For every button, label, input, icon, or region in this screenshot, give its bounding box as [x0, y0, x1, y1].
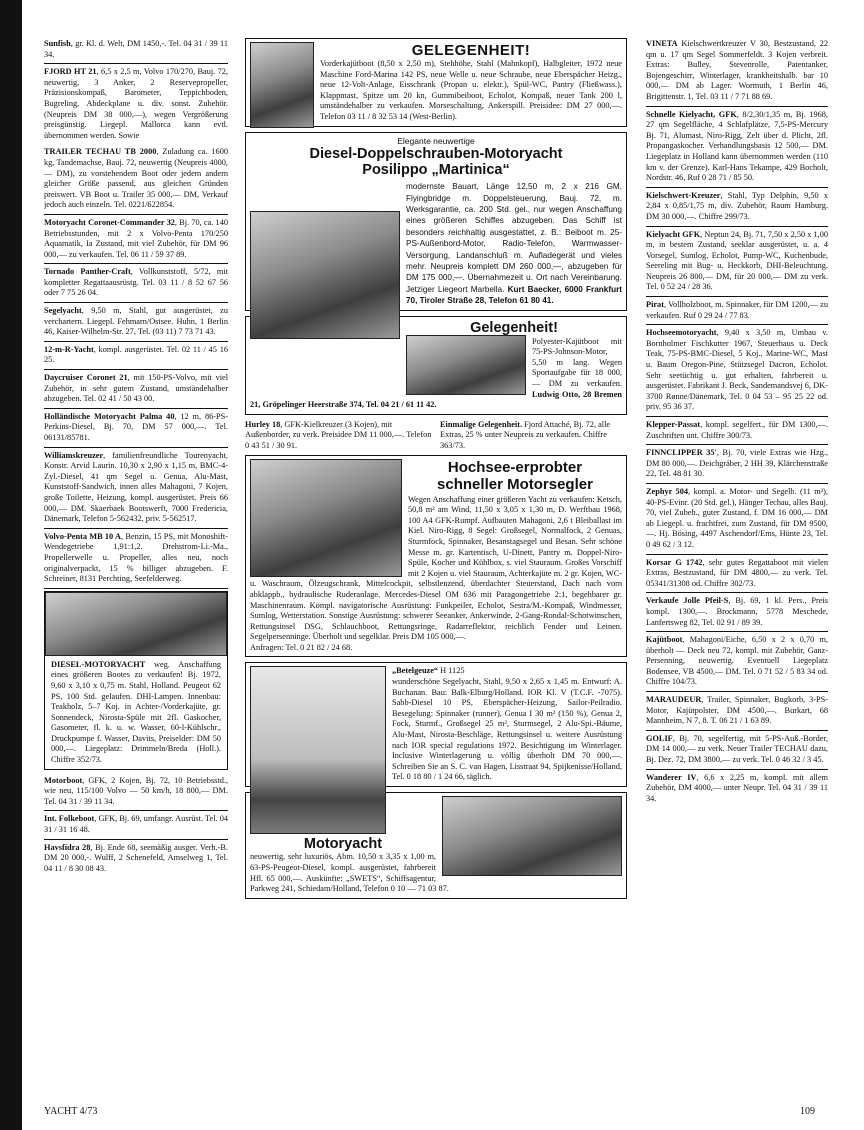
ad-zephyr-504: Zephyr 504, kompl. a. Motor- und Segelb. (11 m²), 40-PS-Evinr. (20 Std. gel.), Hänger Techau, alles Bauj. 70, viel Zubeh., guter Zustand, f. DM 16 000,— DM ab Liegepl. u. frachtfrei, zum Zustand, für DM 9500,—. Hj. Bösing, 4497 Aschendorf/Ems, Hünte 23, Tel. 0 49 62 / 3 12.	[646, 486, 828, 555]
photo-betelgeuze-sailboat	[250, 666, 386, 834]
ad-havsfidra-28: Havsfidra 28, Bj. Ende 68, seemäßig ausger. Verh.-B. DM 20 000,-. Wulff, 2 Schenefeld, Amselweg 1, Tel. 04 11 / 8 30 08 43.	[44, 842, 228, 873]
ad-12m-r-yacht: 12-m-R-Yacht, kompl. ausgerüstet. Tel. 02 11 / 45 16 25.	[44, 344, 228, 370]
footer-magazine-issue: YACHT 4/73	[44, 1106, 98, 1117]
photo-polyester-kajuetboot	[406, 335, 526, 395]
ad-posilippo-martinica: Elegante neuwertige Diesel-Doppelschrauben-Motoryacht Posilippo „Martinica“ modernste Bauart, Länge 12,50 m, 2 x 216 GM, Flyingbridge m. Doppelsteuerung, Bauj. 72, m. Werksgarantie, ca. 200 Std. gel., nur wegen Anschaffung eines größeren Schiffes abzugeben. Das Schiff ist besonders reichhaltig ausgestattet, z. B.: Beiboot m. 25-PS-Außenbord-Motor, Radio-Telefon, Warmwasser-Versorgung, Landanschluß m. Aufladegerät und vieles mehr. Neupreis komplett DM 260 000,—, abzugeben für DM 175 000,—. Übernahmezeit u. Ort nach Vereinbarung. Jetziger Liegeort Marbella. Kurt Baecker, 6000 Frankfurt 70, Tiroler Straße 28, Telefon 61 80 41.	[245, 132, 627, 311]
ad-headline: GELEGENHEIT!	[411, 42, 531, 59]
ad-maraudeur: MARAUDEUR, Trailer, Spinnaker, Bugkorb, 3-PS-Motor, Kajütpolster, DM 4500,—. Burkart, 68 Mannheim, N 7, 8. T. 06 21 / 1 63 89.	[646, 694, 828, 731]
ad-motorboot-gfk: Motorboot, GFK, 2 Kojen, Bj. 72, 10 Betriebsstd., wie neu, 115/100 Volvo — 50 km/h, 18 800,— DM. Tel. 04 31 / 39 11 34.	[44, 775, 228, 812]
ad-wanderer-iv: Wanderer IV, 6,6 x 2,25 m, kompl. mit allem Zubehör, DM 4000,— unter Neupr. Tel. 04 31 / 39 11 34.	[646, 772, 828, 803]
ad-headline: Diesel-Doppelschrauben-Motoryacht	[309, 146, 563, 163]
ad-headline: Motoryacht	[303, 836, 383, 853]
ad-fjord-ht-21: FJORD HT 21, 6,5 x 2,5 m, Volvo 170/270, Bauj. 72, neuwertig, 3 Anker, 2 Reservepropeller, Präzisionskompaß, Barometer, Teppichboden, Bugreling, Abdeckplane u. div. sonst. Zubehör. (Neupreis DM 38 000,—), wegen Vergrößerung preisgünstig. Liegepl. Mallorca kann evtl. übernommen werden. Sowie	[44, 67, 228, 140]
ad-hurley-18: Hurley 18, GFK-Kielkreuzer (3 Kojen), mit Außenborder, zu verk. Preisidee DM 11 000,—. Telefon 0 43 51 / 30 91.	[245, 419, 432, 450]
ad-kajuetboot-mahagoni: Kajütboot, Mahagoni/Eiche, 6,50 x 2 x 0,70 m, überholt — Deck neu 72, kompl. mit Zubehör, Ganz-Persenning, neuwertig. Eventuell Liegeplatz Bodensee, VB 4500,— DM. Tel. 0 71 52 / 5 83 34 od. Chiffre 104/73.	[646, 634, 828, 692]
ad-headline-sub: schneller Motorsegler	[437, 475, 593, 493]
ad-williamskreuzer: Williamskreuzer, familienfreundliche Tourenyacht, Konstr. Arvid Laurin. 10,30 x 2,90 x 1,15 m, BMC-4-Zyl.-Diesel, 41 qm Segel u. Genua, Alu-Mast, Kunststoff-Sandwich, innen alles Mahagoni, 7 Kojen, große Toilette, Heizung, kompl. ausgerüstet. Preis 66 000,— DM. Skaerbaek Bootswerft, 7000 Fredericia, Dänemark, Telefon 5-562432, priv. 5-562517.	[44, 450, 228, 529]
ad-sunfish: Sunfish, gr. Kl. d. Welt, DM 1450,-. Tel. 04 31 / 39 11 34.	[44, 38, 228, 64]
ad-hochseemotoryacht: Hochseemotoryacht, 9,40 x 3,50 m, Umbau v. Bornholmer Fischkutter 1967, Steuerhaus u. Deck Teak, 75-PS-BMC-Diesel, 5 Koj., Marine-WC, Mast u. Baum Oregon-Pine, Stützsegel Dacron, Echolot. Sehr seetüchtig u. gut erhalten, fahrbereit u. ausgerüstet. Fabrikant J. Beck, Sandemandsvej 6, DK-3700 Rønne/Dänemark, Tel. 0 04 53 – 95 25 22 od. priv. 95 36 37.	[646, 327, 828, 417]
page-edge-scan-shadow	[0, 0, 22, 1130]
ad-segelyacht: Segelyacht, 9,50 m, Stahl, gut ausgerüstet, zu verchartern. Liegepl. Fehmarn/Ostsee. Huhn, 1 Berlin 46, Kaiser-Wilhelm-Str. 27, Tel. (03 11) 7 73 71 43.	[44, 305, 228, 342]
photo-vorderkajuetboot	[250, 42, 314, 128]
photo-motoryacht	[442, 796, 622, 876]
classifieds-column-left	[44, 38, 228, 1108]
ad-diesel-motoryacht: DIESEL-MOTORYACHT weg. Anschaffung eines größeren Bootes zu verkaufen! Bj. 1972, 9,60 x 3,10 x 0,75 m. Stahl, Holland. Peugeot 62 PS, 100 Std. gelaufen. DHI-Lampen. Innenbau: Teakholz, 5–7 Koj. in Achter-/Vorderkajüte, gr. Sonnendeck, Nirosta-Spüle mit 2fl. Gaskocher, Gasometer, fl. k. u. w. Wasser, 60-l-Kühlschr., Druckpumpe f. Wasser, Davits, Preiselder: DM 50 000,—. Liegeplatz: Drimmeln/Breda (Holl.). Chiffre 352/73.	[44, 591, 228, 770]
photo-martinica	[250, 211, 400, 339]
ad-hochsee-motorsegler: Hochsee-erprobter schneller Motorsegler Wegen Anschaffung einer größeren Yacht zu verkaufen: Ketsch, 50,8 m² am Wind, 11,50 x 3,05 x 1,30 m, D. Werftbau 1968, 100 A4 GFK-Rumpf. Aufbauten Mahagoni, 2,6 t Bleiballast im Kiel. Niro-Rigg, 8 Segel: Großsegel, Normalfock, 2 Genuas, Sturmfock, Spinnaker, Besanstagsegel und Besan. Sehr schöne Messe m. gr. Kartentisch, U-Dinett, Pantry m. Doppel-Niro-Spüle, Kocher und Kühlbox, s. viel Stauraum. Großes Vorschiff mit 2 Kojen u. viel Stauraum, Achterkajüte m. 2 gr. Kojen, WC- u. Waschraum, Ölzeugschrank, Mittelcockpit, selbstlenzend, überdachter Steuerstand, Dach nach vorn abklappb., hydraulische Ruderanlage. Mercedes-Diesel OM 636 mit Paragongetriebe 2:1, begehbarer gr. Maschinenraum. Kompl. navigatorische Ausrüstung: Funkpeiler, Echolot, Sestra/M.-Kompaß, Windmesser, Sumlog, Wetterstation. Sonstige Ausrüstung: schwerer Seeanker, Ankerwinde, 2-Gang-Rondal-Schotwinschen, Rettungsinsel DSG, Schlauchboot, Rettungsringe, Radarreflektor, reichlich Fender und Leinen. Segelpersenninge. Überholt und segelklar. Preis DM 105 000,—. Anfragen: Tel. 0 21 82 / 24 68.	[245, 455, 627, 658]
ad-vineta: VINETA Kielschwertkreuzer V 30, Bestzustand, 22 qm u. 17 qm Segel Sommerfeldt. 3 Kojen verbreit. Extras: Bulley, Stevenrolle, Patentanker, Bojengeschirr, Winterlager, krankheitshalb. bar 10 000,— DM ab Lager. Wormuth, 1 Berlin 46, Brigittenstr. 1, Tel. 03 11 / 7 71 88 69.	[646, 38, 828, 107]
classifieds-column-right	[646, 38, 828, 1108]
ad-golif: GOLIF, Bj. 70, segelfertig, mit 5-PS-Auß.-Border, DM 14 000,— zu verk. Neuer Trailer TECHAU dazu, Bj. Dez. 72, DM 3800,— zu verk. Tel. 0 46 32 / 3 45.	[646, 733, 828, 770]
ad-contact: Anfragen: Tel. 0 21 82 / 24 68.	[250, 642, 353, 652]
ad-headline: Hochsee-erprobter	[447, 458, 583, 476]
ad-int-folkeboot: Int. Folkeboot, GFK, Bj. 69, umfangr. Ausrüst. Tel. 04 31 / 31 16 48.	[44, 813, 228, 839]
footer-page-number: 109	[800, 1106, 815, 1117]
ad-gelegenheit-vorderkajuetboot: GELEGENHEIT! Vorderkajütboot (8,50 x 2,50 m), Stehhöhe, Stahl (Mahnkopf), Halbgleiter, 1972 neue Maschine Ford-Marina 142 PS, neue Welle u. neue Schraube, neue Eberspächer Heizg., neue 12-Volt-Anlage, Eisschrank (Propan u. elektr.), Spül-WC, Pantry (Fließwass.), Klappmast, Spitze um 20 kn, Gummibeiboot, Echolot, Kompaß, neuer Tank 200 l, umständehalber zu verkaufen. Morseschaltung, Ankerspill. Preisidee: DM 27 000,—. Telefon 03 11 / 8 32 53 14 (West-Berlin).	[245, 38, 627, 127]
ad-gelegenheit-polyester: Gelegenheit! Polyester-Kajütboot mit 75-PS-Johnson-Motor, 5,50 m lang. Wegen Sportaufgabe für 18 000,— DM zu verkaufen. Ludwig Otto, 28 Bremen 21, Gröpelinger Heerstraße 374, Tel. 04 21 / 61 11 42.	[245, 316, 627, 415]
ad-tornado-panther-craft: Tornado Panther-Craft, Vollkunststoff, 5/72, mit kompletter Regattaausrüstg. Tel. 03 11 / 8 52 67 56 oder 7 75 26 04.	[44, 266, 228, 303]
photo-motorsegler	[250, 459, 402, 577]
ad-einmalige-gelegenheit: Einmalige Gelegenheit. Fjord Attaché, Bj. 72, alle Extras, 25 % unter Neupreis zu verkaufen. Chiffre 363/73.	[440, 419, 611, 450]
ad-kicker: Elegante neuwertige	[397, 135, 475, 146]
ad-headline-sub: Posilippo „Martinica“	[362, 162, 510, 179]
ad-headline: Gelegenheit!	[470, 319, 558, 336]
classifieds-column-middle	[245, 38, 627, 1108]
ad-trailer-techau: TRAILER TECHAU TB 2000, Zuladung ca. 1600 kg, Tandemachse, Bauj. 72, neuwertig (Neupreis 4000,— DM), zu vorstehendem Boot oder jedem andern gleicher Größe passend, aus gleichen Gründen preiswert. VB Boot u. Trailer 35 000,— DM, Verkauf jedoch auch einzeln. Tel. 0221/622854.	[44, 146, 228, 215]
ad-hollaendische-motoryacht: Holländische Motoryacht Palma 40, 12 m, 86-PS-Perkins-Diesel, Bj. 70, DM 57 000,—. Tel. 06131/85781.	[44, 411, 228, 448]
ad-schnelle-kielyacht: Schnelle Kielyacht, GFK, 8/2,30/1,35 m, Bj. 1968, 27 qm Segelfläche, 4 Schlafplätze, 7,5-PS-Mercury Bj. 71, Alumast, Niro-Rigg, Zelt über d. Plicht, 2fl. Propangaskocher. Verhandlungsbasis 12 500,— DM. Liegeplatz in Holland kann übernommen werden (110 km v. der Grenze). Karl-Hans Tekampe, 429 Bocholt, Nordstr. 46, Ruf 0 28 71 / 85 50.	[646, 109, 828, 188]
ad-kielyacht-gfk: Kielyacht GFK, Neptun 24, Bj. 71, 7,50 x 2,50 x 1,00 m, in bestem Zustand, seeklar ausgerüstet, u. a. 4 Vorsegel, Sumlog, Echolot, Pump-WC, Kuchenbude, Seereling mit Bug- u. Heckkorb, DHI-Beleuchtung. Neupreis 26 800,— DM, für 20 000,— DM zu verk. Tel. 0 52 24 / 28 36.	[646, 229, 828, 298]
ad-pirat: Pirat, Vollholzboot, m. Spinnaker, für DM 1200,— zu verkaufen. Ruf 0 29 24 / 77 83.	[646, 299, 828, 325]
ad-kielschwert-kreuzer: Kielschwert-Kreuzer, Stahl, Typ Delphin, 9,50 x 2,84 x 0,85/1,75 m, div. Zubehör, Raum Hamburg. DM 30 000,—. Chiffre 299/73.	[646, 190, 828, 227]
photo-diesel-motoryacht	[45, 592, 227, 656]
ad-motoryacht-swets: Motoryacht neuwertig, sehr luxuriös, Abm. 10,50 x 3,35 x 1,00 m, 63-PS-Peugeot-Diesel, kompl. ausgerüstet, fahrbereit Hfl. 65 000,—. Auskünfte: „SWETS“, Schiffsagentur, Parkweg 241, Schiedam/Holland, Telefon 0 10 — 71 03 87.	[245, 792, 627, 899]
ad-volvo-penta: Volvo-Penta MB 10 A, Benzin, 15 PS, mit Monoshift-Wendegetriebe 1,91:1,2. Drehstrom-Li.-Ma., Propellerwelle u. Propeller, alles neu, noch originalverpackt, 15 % billiger abzugeben. F. Schreiner, 8131 Perchting, Seefelderweg.	[44, 531, 228, 589]
ad-betelgeuze: „Betelgeuze“ H 1125 wunderschöne Segelyacht, Stahl, 9,50 x 2,65 x 1,45 m. Entwurf: A. Buchanan. Bau: Balk-Elburg/Holland. IOR Kl. V (T.C.F. -7075). Sabb-Diesel 10 PS, Eberspächer-Heizung, Sailor-Peilradio. Besegelung: Spinnaker (runner), Genua I 30 m² (150 %), Genua 2, Fock, Sturmf., Großsegel 25 m², Sturmsegel, 2 Alu-Spi.-Bäume, Alu-Mast, Nirosta-Beschläge, Rettungsinsel u. weitere Ausrüstung nach IOR special regulations 1972. Besichtigung im Winterlager. Inclusive Winterlagerung u. völlig überholt DM 70 000,—. Schreiben Sie an S. C. van Hagen, Lisstraat 94, Spijkenisse/Holland, Tel. 0 18 80 / 1 24 66, täglich.	[245, 662, 627, 787]
ad-motoryacht-coronet-commander: Motoryacht Coronet-Commander 32, Bj. 70, ca. 140 Betriebsstunden, mit 2 x Volvo-Penta 170/250 Aquamatik, Ia Zustand, mit viel Zubehör, für DM 96 000,— zu verkaufen. Tel. 06 11 / 59 37 89.	[44, 217, 228, 264]
ad-klepper-passat: Klepper-Passat, kompl. segelfert., für DM 1300,—. Zuschriften unt. Chiffre 300/73.	[646, 419, 828, 445]
ad-daycruiser-coronet: Daycruiser Coronet 21, mit 150-PS-Volvo, mit viel Zubehör, in sehr gutem Zustand, umständehalber abzugeben. Tel. 02 41 / 50 43 00.	[44, 372, 228, 409]
ad-finnclipper: FINNCLIPPER 35', Bj. 70, viele Extras wie Hzg., DM 80 000,—. Deichgräber, 2 HH 39, Klärchenstraße 22, Tel. 48 81 30.	[646, 447, 828, 484]
ad-korsar: Korsar G 1742, sehr gutes Regattaboot mit vielen Extras, Bestzustand, für DM 4800,— zu verk. Tel. 05341/31308 od. Chiffre 302/73.	[646, 557, 828, 594]
ad-jolle-pfeil: Verkaufe Jolle Pfeil-S, Bj. 69, 1 kl. Pers., Preis kompl. 1300,—. Brockmann, 5778 Meschede, Lanfertsweg 82, Tel. 02 91 / 89 39.	[646, 595, 828, 632]
